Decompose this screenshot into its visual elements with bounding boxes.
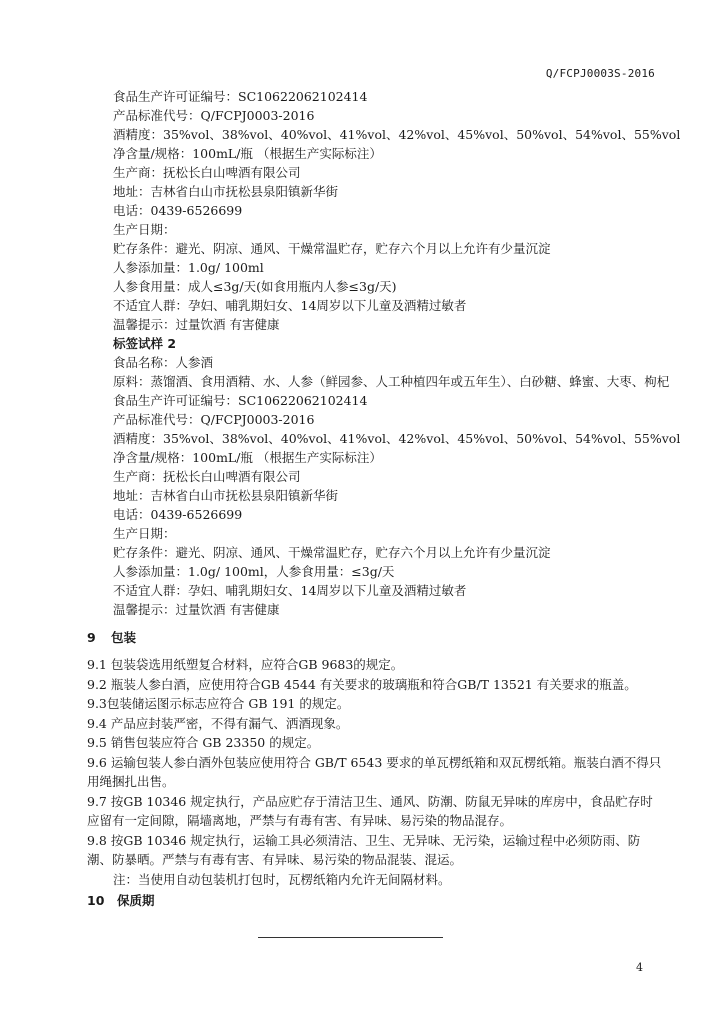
label-line: 贮存条件：避光、阴凉、通风、干燥常温贮存，贮存六个月以上允许有少量沉淀 (113, 241, 551, 256)
label-line: 地址：吉林省白山市抚松县泉阳镇新华街 (113, 488, 339, 503)
label-line: 生产日期： (113, 526, 176, 541)
label-line: 酒精度：35%vol、38%vol、40%vol、41%vol、42%vol、45%vol、50%vol、54%vol、55%vol (113, 127, 681, 142)
section-9-title: 包装 (111, 630, 137, 645)
page-number: 4 (636, 961, 643, 974)
label-sample-2-block (113, 353, 681, 619)
label-line: 食品名称：人参酒 (113, 355, 214, 370)
label-line: 温馨提示：过量饮酒 有害健康 (113, 317, 280, 332)
label-line: 产品标准代号：Q/FCPJ0003-2016 (113, 108, 315, 123)
section-9-item: 9.2 瓶装人参白酒，应使用符合GB 4544 有关要求的玻璃瓶和符合GB/T 13521 有关要求的瓶盖。 (87, 676, 637, 692)
section-10-title: 保质期 (117, 893, 155, 908)
label-line: 原料：蒸馏酒、食用酒精、水、人参（鲜园参、人工种植四年或五年生）、白砂糖、蜂蜜、大枣、枸杞 (113, 374, 670, 389)
section-9-item: 9.1 包装袋选用纸塑复合材料，应符合GB 9683的规定。 (87, 657, 404, 672)
section-9-item: 9.8 按GB 10346 规定执行，运输工具必须清洁、卫生、无异味、无污染，运输过程中必须防雨、防潮、防暴晒。严禁与有毒有害、有异味、易污染的物品混装、混运。 (87, 832, 641, 867)
label-sample-2-title: 标签试样 2 (113, 336, 177, 351)
section-10-heading (87, 891, 155, 909)
section-9-item: 9.4 产品应封装严密，不得有漏气、洒酒现象。 (87, 715, 349, 731)
label-line: 电话：0439-6526699 (113, 203, 243, 218)
label-line: 温馨提示：过量饮酒 有害健康 (113, 602, 280, 617)
label-sample-1-block (113, 87, 681, 334)
label-line: 净含量/规格：100mL/瓶 （根据生产实际标注） (113, 146, 382, 161)
section-10-number: 10 (87, 893, 105, 908)
section-9-item: 9.7 按GB 10346 规定执行，产品应贮存于清洁卫生、通风、防潮、防鼠无异味的库房中，食品贮存时应留有一定间隙，隔墙离地，严禁与有毒有害、有异味、易污染的物品混存。 (87, 793, 653, 828)
label-line: 人参添加量：1.0g/ 100ml，人参食用量：≤3g/天 (113, 564, 395, 579)
label-line: 净含量/规格：100mL/瓶 （根据生产实际标注） (113, 450, 382, 465)
footnote-divider (258, 937, 443, 938)
label-line: 不适宜人群：孕妇、哺乳期妇女、14周岁以下儿童及酒精过敏者 (113, 583, 467, 598)
document-code: Q/FCPJ0003S-2016 (545, 67, 655, 80)
label-line: 不适宜人群：孕妇、哺乳期妇女、14周岁以下儿童及酒精过敏者 (113, 298, 467, 313)
label-line: 生产商：抚松长白山啤酒有限公司 (113, 165, 301, 180)
label-line: 产品标准代号：Q/FCPJ0003-2016 (113, 412, 315, 427)
label-line: 食品生产许可证编号：SC10622062102414 (113, 89, 368, 104)
label-line: 地址：吉林省白山市抚松县泉阳镇新华街 (113, 184, 339, 199)
label-sample-2-title-row (113, 334, 673, 353)
section-9-item: 9.3包装储运图示标志应符合 GB 191 的规定。 (87, 696, 350, 711)
section-9-items (87, 655, 662, 889)
section-9-item: 9.5 销售包装应符合 GB 23350 的规定。 (87, 735, 320, 750)
section-9-item: 9.6 运输包装人参白酒外包装应使用符合 GB/T 6543 要求的单瓦楞纸箱和双瓦楞纸箱。瓶装白酒不得只用绳捆扎出售。 (87, 754, 662, 789)
label-line: 酒精度：35%vol、38%vol、40%vol、41%vol、42%vol、45%vol、50%vol、54%vol、55%vol (113, 431, 681, 446)
label-line: 人参添加量：1.0g/ 100ml (113, 260, 264, 275)
label-line: 生产商：抚松长白山啤酒有限公司 (113, 469, 301, 484)
label-line: 贮存条件：避光、阴凉、通风、干燥常温贮存，贮存六个月以上允许有少量沉淀 (113, 545, 551, 560)
section-9-heading (87, 628, 136, 646)
label-line: 电话：0439-6526699 (113, 507, 243, 522)
section-9-number: 9 (87, 630, 96, 645)
label-line: 食品生产许可证编号：SC10622062102414 (113, 393, 368, 408)
section-9-note: 注：当使用自动包装机打包时，瓦楞纸箱内允许无间隔材料。 (113, 871, 451, 887)
label-line: 生产日期： (113, 222, 176, 237)
label-line: 人参食用量：成人≤3g/天(如食用瓶内人参≤3g/天) (113, 279, 397, 294)
